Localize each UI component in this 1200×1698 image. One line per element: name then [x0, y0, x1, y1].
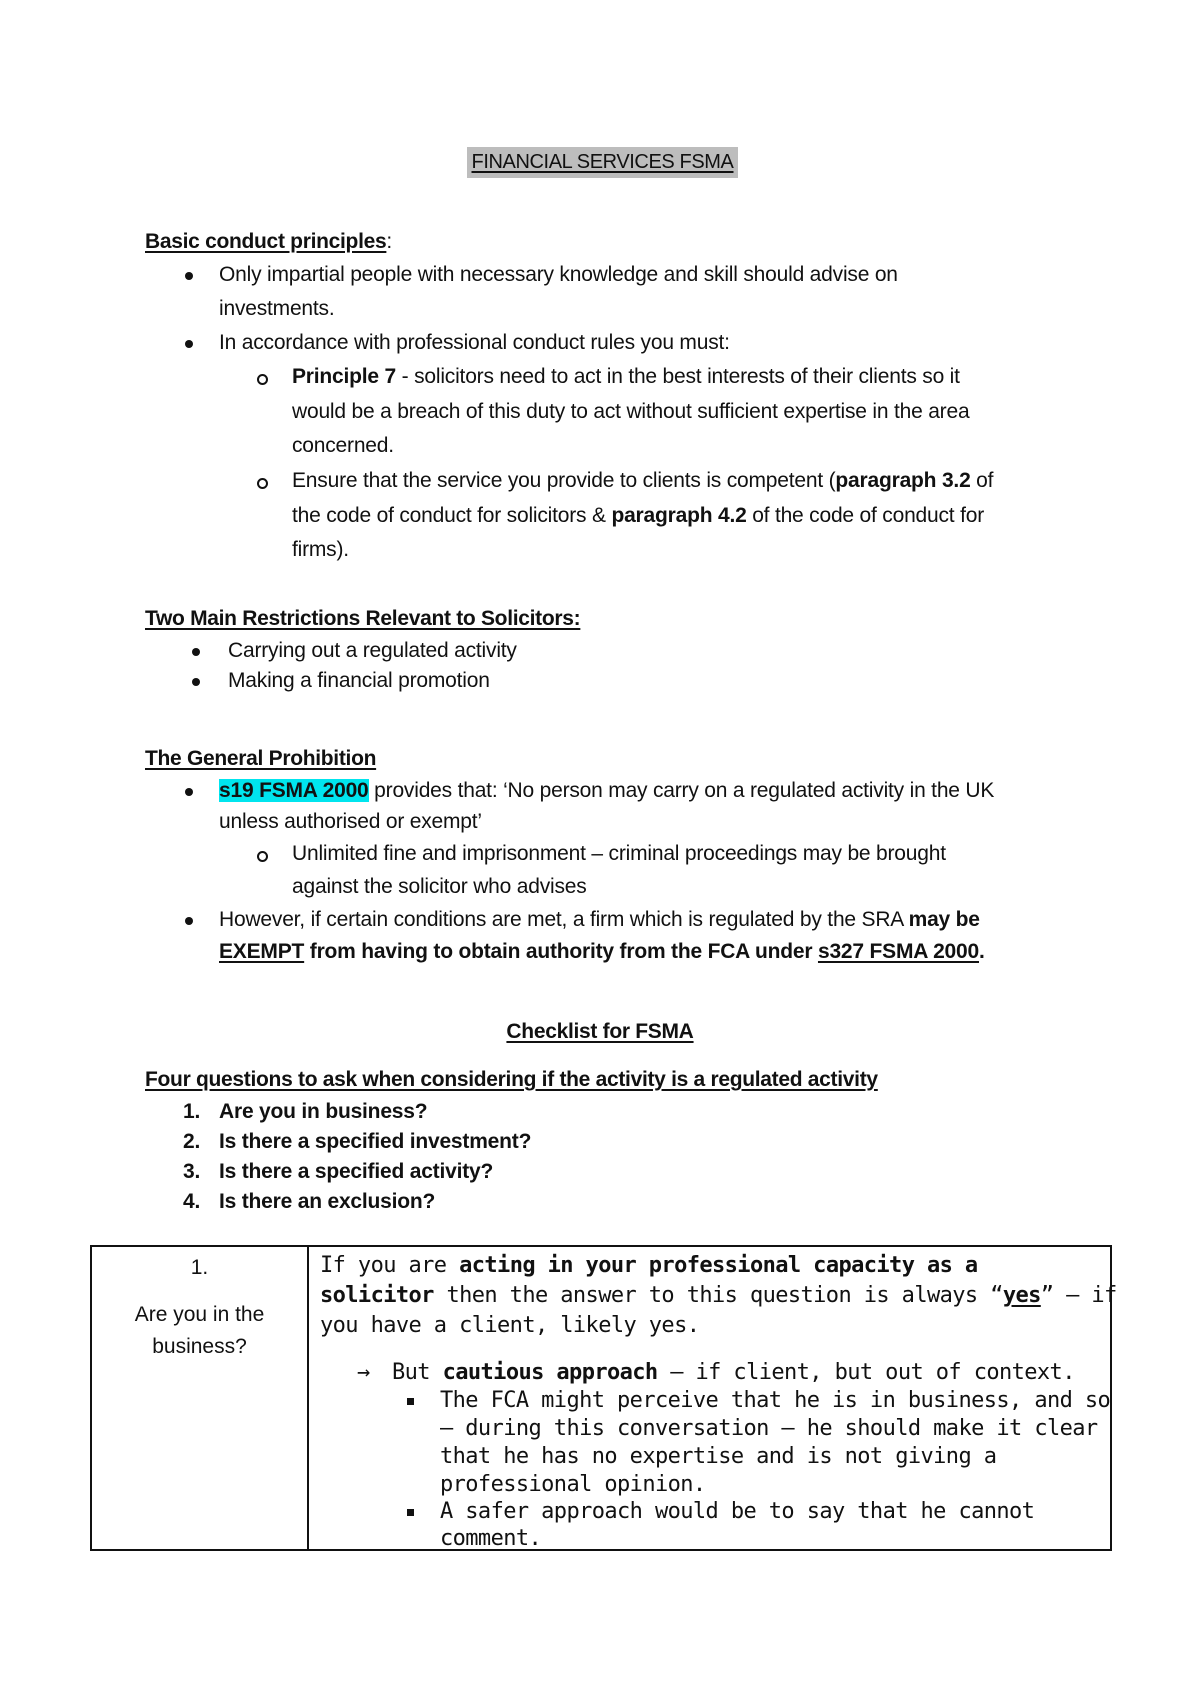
principle-7-line-1: Principle 7 - solicitors need to act in the best interests of their clients so it	[292, 365, 960, 388]
fca-line-4: professional opinion.	[440, 1472, 706, 1497]
bullet-icon	[185, 272, 193, 280]
square-bullet-icon	[407, 1398, 414, 1405]
penalty-line-2: against the solicitor who advises	[292, 875, 587, 898]
restriction-item-1: Carrying out a regulated activity	[228, 639, 517, 662]
bullet-icon	[192, 648, 200, 656]
circle-bullet-icon	[257, 851, 268, 862]
exempt-line-2: EXEMPT from having to obtain authority from the FCA under s327 FSMA 2000.	[219, 940, 985, 963]
basic-bullet-1-line-2: investments.	[219, 297, 335, 320]
safer-line-2: comment.	[440, 1526, 542, 1551]
table-column-divider	[307, 1247, 309, 1549]
safer-line-1: A safer approach would be to say that he cannot	[440, 1499, 1035, 1524]
answer-line-1: If you are acting in your professional capacity as a	[320, 1253, 978, 1278]
document-title	[467, 147, 738, 178]
question-3: 3.	[183, 1160, 201, 1183]
principle-7-line-2: would be a breach of this duty to act without sufficient expertise in the area	[292, 400, 970, 423]
question-2-text: Is there a specified investment?	[219, 1130, 532, 1153]
restriction-item-2: Making a financial promotion	[228, 669, 490, 692]
question-2: 2.	[183, 1130, 201, 1153]
principle-7-line-3: concerned.	[292, 434, 394, 457]
checklist-table	[90, 1245, 1117, 1551]
table-row-number: 1.	[190, 1256, 209, 1279]
arrow-icon: →	[357, 1360, 370, 1385]
general-prohibition-heading: The General Prohibition	[145, 747, 377, 770]
s19-line-1: s19 FSMA 2000 provides that: ‘No person may carry on a regulated activity in the UK	[219, 779, 995, 802]
fca-line-3: that he has no expertise and is not giving a	[440, 1444, 997, 1469]
question-1-text: Are you in business?	[219, 1100, 428, 1123]
checklist-heading: Checklist for FSMA	[506, 1020, 694, 1043]
question-1: 1.	[183, 1100, 201, 1123]
checklist-subheading: Four questions to ask when considering if the activity is a regulated activity	[145, 1068, 878, 1091]
bullet-icon	[192, 678, 200, 686]
basic-bullet-1-line-1: Only impartial people with necessary knowledge and skill should advise on	[219, 263, 898, 286]
s19-highlight: s19 FSMA 2000	[219, 779, 369, 802]
bullet-icon	[185, 340, 193, 348]
restrictions-heading: Two Main Restrictions Relevant to Solicitors:	[145, 607, 581, 630]
answer-line-2: solicitor then the answer to this question is always “yes” – if	[320, 1283, 1117, 1308]
cautious-approach-line: But cautious approach – if client, but out of context.	[392, 1360, 1075, 1385]
basic-bullet-2: In accordance with professional conduct rules you must:	[219, 331, 730, 354]
question-3-text: Is there a specified activity?	[219, 1160, 494, 1183]
table-question-line-1: Are you in the	[134, 1303, 265, 1326]
fca-line-1: The FCA might perceive that he is in business, and so	[440, 1388, 1111, 1413]
s19-line-2: unless authorised or exempt’	[219, 810, 482, 833]
question-4-text: Is there an exclusion?	[219, 1190, 436, 1213]
document-title-text: FINANCIAL SERVICES FSMA	[471, 151, 734, 173]
answer-line-3: you have a client, likely yes.	[320, 1313, 700, 1338]
table-question-line-2: business?	[152, 1335, 247, 1358]
basic-conduct-heading: Basic conduct principles:	[145, 230, 392, 253]
competent-line-2: the code of conduct for solicitors & paragraph 4.2 of the code of conduct for	[292, 504, 984, 527]
question-4: 4.	[183, 1190, 201, 1213]
fca-line-2: – during this conversation – he should make it clear	[440, 1416, 1098, 1441]
square-bullet-icon	[407, 1509, 414, 1516]
competent-line-3: firms).	[292, 538, 349, 561]
competent-line-1: Ensure that the service you provide to clients is competent (paragraph 3.2 of	[292, 469, 994, 492]
circle-bullet-icon	[257, 374, 268, 385]
exempt-line-1: However, if certain conditions are met, a firm which is regulated by the SRA may be	[219, 908, 980, 931]
bullet-icon	[185, 917, 193, 925]
penalty-line-1: Unlimited fine and imprisonment – criminal proceedings may be brought	[292, 842, 946, 865]
circle-bullet-icon	[257, 478, 268, 489]
bullet-icon	[185, 788, 193, 796]
